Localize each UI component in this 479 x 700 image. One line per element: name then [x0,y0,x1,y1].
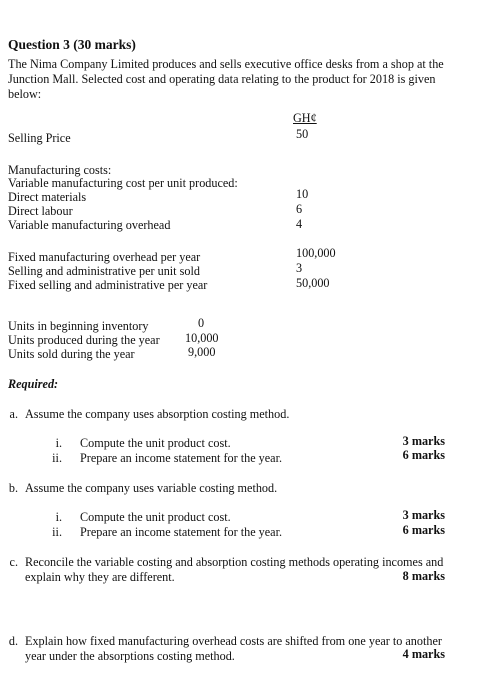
units-sold-label: Units sold during the year [8,347,135,361]
question-title: Question 3 (30 marks) [8,37,136,52]
selling-price-label: Selling Price [8,131,71,145]
selling-price-value: 50 [296,127,309,141]
part-c-letter: c. [9,555,18,569]
units-sold-value: 9,000 [188,345,216,359]
part-b-ii-text: Prepare an income statement for the year. [80,525,283,539]
variable-overhead-value: 4 [296,217,303,231]
manufacturing-costs-heading: Manufacturing costs: [8,163,112,177]
part-b-ii-marks: 6 marks [402,523,445,537]
part-b-i-marks: 3 marks [402,508,445,522]
part-a-letter: a. [9,407,18,421]
part-a-ii-marks: 6 marks [402,448,445,462]
part-d-line2: year under the absorptions costing method. [25,649,235,663]
part-a-i-marks: 3 marks [402,434,445,448]
part-b-letter: b. [8,481,18,495]
fixed-overhead-value: 100,000 [296,246,336,260]
part-b-text: Assume the company uses variable costing method. [25,481,278,495]
variable-cost-heading: Variable manufacturing cost per unit produced: [8,176,238,190]
units-beginning-value: 0 [198,316,205,330]
part-b-i-text: Compute the unit product cost. [80,510,231,524]
required-heading: Required: [8,377,59,391]
units-produced-value: 10,000 [185,331,219,345]
part-d-letter: d. [8,634,18,648]
direct-materials-label: Direct materials [8,190,87,204]
direct-labour-value: 6 [296,202,303,216]
units-beginning-label: Units in beginning inventory [8,319,149,333]
units-produced-label: Units produced during the year [8,333,160,347]
direct-labour-label: Direct labour [8,204,73,218]
fixed-overhead-label: Fixed manufacturing overhead per year [8,250,201,264]
part-a-text: Assume the company uses absorption costing method. [25,407,290,421]
fixed-selling-admin-label: Fixed selling and administrative per year [8,278,208,292]
selling-admin-unit-value: 3 [296,261,303,275]
part-b-i-num: i. [55,510,62,524]
selling-admin-unit-label: Selling and administrative per unit sold [8,264,200,278]
part-a-ii-num: ii. [52,451,62,465]
variable-overhead-label: Variable manufacturing overhead [8,218,171,232]
part-d-marks: 4 marks [402,647,445,661]
part-c-line2: explain why they are different. [25,570,175,584]
part-c-line1: Reconcile the variable costing and absorption costing methods operating incomes and [25,555,444,569]
direct-materials-value: 10 [296,187,309,201]
part-a-i-text: Compute the unit product cost. [80,436,231,450]
part-b-ii-num: ii. [52,525,62,539]
fixed-selling-admin-value: 50,000 [296,276,330,290]
part-c-marks: 8 marks [402,569,445,583]
part-d-line1: Explain how fixed manufacturing overhead costs are shifted from one year to another [25,634,442,648]
question-intro: The Nima Company Limited produces and sells executive office desks from a shop at the Junction Mall. Selected cost and operating data relating to the product for 2018 is given below: [8,57,444,101]
part-a-i-num: i. [55,436,62,450]
part-a-ii-text: Prepare an income statement for the year. [80,451,283,465]
currency-header: GH¢ [293,111,317,125]
